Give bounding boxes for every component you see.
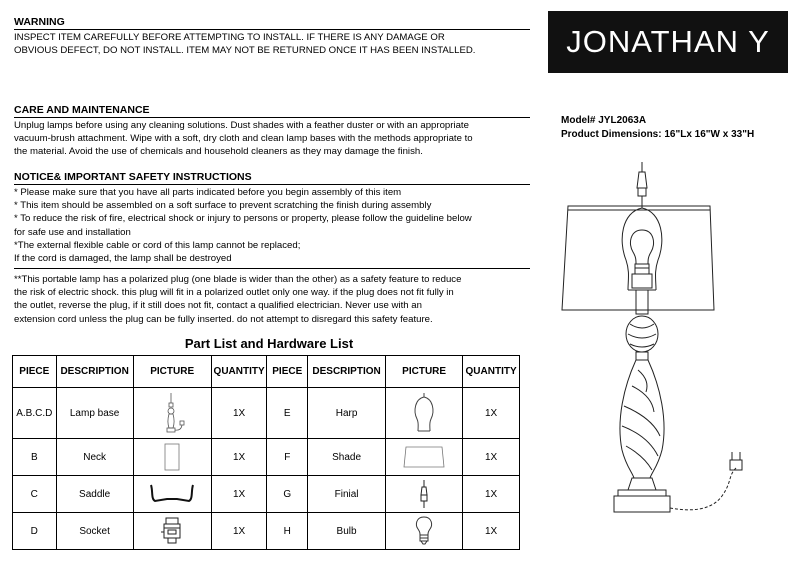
bulb-icon [412,515,436,547]
warning-text [14,31,544,57]
notice-text [14,186,534,265]
picture-cell [386,388,463,439]
model-number: Model# JYL2063A [561,115,647,126]
qty-cell: 1X [211,476,267,513]
plug-line: the risk of electric shock. this plug will fit in a polarized outlet only one way. if the plug does not fit fully in [14,287,454,299]
care-line: vacuum-brush attachment. Wipe with a soft, dry cloth and clean lamp bases with the methods appropriate to [14,133,473,145]
table-row [13,388,520,439]
piece-cell: C [13,476,57,513]
lamp-illustration-icon [552,160,802,520]
plug-line: extension cord unless the plug can be fully inserted. do not attempt to disregard this safety feature. [14,313,433,325]
harp-icon [409,391,439,435]
table-row [13,513,520,550]
table-header-row [13,356,520,388]
neck-icon [160,442,184,472]
shade-icon [402,444,446,470]
col-header: DESCRIPTION [56,356,133,388]
desc-cell: Lamp base [56,388,133,439]
notice-line: * Please make sure that you have all parts indicated before you begin assembly of this item [14,187,402,198]
plug-line: **This portable lamp has a polarized plug (one blade is wider than the other) as a safety feature to reduce [14,274,462,285]
notice-heading: NOTICE& IMPORTANT SAFETY INSTRUCTIONS [14,171,530,185]
brand-logo: JONATHAN Y [548,11,788,73]
qty-cell: 1X [463,476,520,513]
care-line: the material. Avoid the use of chemicals and household cleaners as they may damage the finish. [14,146,423,158]
picture-cell [133,439,211,476]
picture-cell [386,513,463,550]
care-text [14,119,534,159]
piece-cell: G [267,476,308,513]
plug-line: the outlet, reverse the plug, if it still does not fit, contact a qualified electrician. Never use with an [14,300,422,312]
lamp-base-icon [157,391,187,435]
parts-title: Part List and Hardware List [184,336,354,351]
col-header: DESCRIPTION [308,356,386,388]
warning-heading: WARNING [14,16,530,30]
notice-line: * This item should be assembled on a soft surface to prevent scratching the finish during assembly [14,200,432,212]
product-dimensions: Product Dimensions: 16"Lx 16"W x 33"H [561,129,755,140]
desc-cell: Bulb [308,513,386,550]
table-row [13,476,520,513]
col-header: PICTURE [386,356,463,388]
parts-table [12,355,520,550]
qty-cell: 1X [463,388,520,439]
desc-cell: Shade [308,439,386,476]
picture-cell [386,476,463,513]
warning-line: INSPECT ITEM CAREFULLY BEFORE ATTEMPTING TO INSTALL. IF THERE IS ANY DAMAGE OR [14,32,445,43]
socket-icon [159,516,185,546]
saddle-icon [147,481,197,507]
piece-cell: D [13,513,57,550]
col-header: PIECE [13,356,57,388]
piece-cell: H [267,513,308,550]
picture-cell [133,388,211,439]
qty-cell: 1X [211,513,267,550]
desc-cell: Harp [308,388,386,439]
qty-cell: 1X [463,513,520,550]
qty-cell: 1X [463,439,520,476]
care-heading: CARE AND MAINTENANCE [14,104,530,118]
warning-line: OBVIOUS DEFECT, DO NOT INSTALL. ITEM MAY NOT BE RETURNED ONCE IT HAS BEEN INSTALLED. [14,45,476,57]
plug-text [14,273,534,326]
desc-cell: Socket [56,513,133,550]
desc-cell: Saddle [56,476,133,513]
notice-line: * To reduce the risk of fire, electrical shock or injury to persons or property, please follow the guideline below [14,213,472,225]
care-line: Unplug lamps before using any cleaning solutions. Dust shades with a feather duster or with an appropriate [14,120,469,131]
picture-cell [133,476,211,513]
qty-cell: 1X [211,439,267,476]
col-header: PIECE [267,356,308,388]
col-header: QUANTITY [463,356,520,388]
piece-cell: A.B.C.D [13,388,57,439]
section-divider [14,268,530,269]
piece-cell: B [13,439,57,476]
col-header: PICTURE [133,356,211,388]
picture-cell [133,513,211,550]
notice-line: for safe use and installation [14,226,131,238]
piece-cell: F [267,439,308,476]
picture-cell [386,439,463,476]
qty-cell: 1X [211,388,267,439]
table-row [13,439,520,476]
desc-cell: Finial [308,476,386,513]
desc-cell: Neck [56,439,133,476]
notice-line: *The external flexible cable or cord of this lamp cannot be replaced; [14,239,301,251]
col-header: QUANTITY [211,356,267,388]
product-spec [561,114,754,142]
piece-cell: E [267,388,308,439]
notice-line: If the cord is damaged, the lamp shall be destroyed [14,253,232,265]
finial-icon [416,479,432,509]
